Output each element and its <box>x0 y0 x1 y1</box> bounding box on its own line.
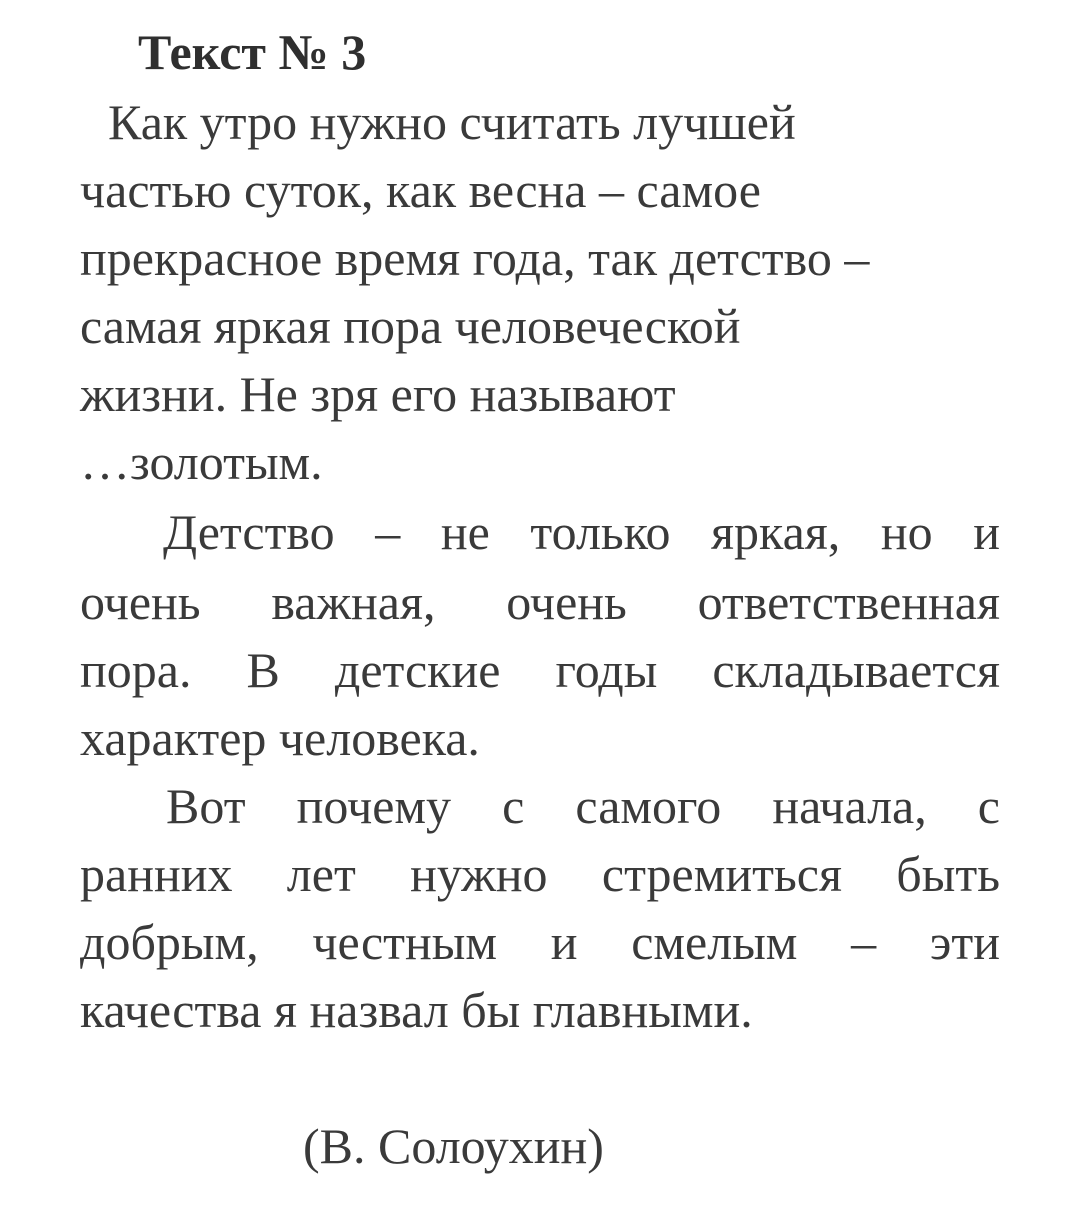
paragraph-1-line-4: самая яркая пора человеческой <box>80 298 741 354</box>
paragraph-2-line-4: характер человека. <box>80 710 480 766</box>
paragraph-1-line-6: …золотым. <box>80 434 323 490</box>
paragraph-3-line-4: качества я назвал бы главными. <box>80 982 753 1038</box>
paragraph-1-line-2: частью суток, как весна – самое <box>80 162 761 218</box>
paragraph-1-line-1: Как утро нужно считать лучшей <box>108 94 796 150</box>
paragraph-2-line-1: Детство – не только яркая, но и <box>163 504 1000 560</box>
document-title: Текст № 3 <box>138 24 367 80</box>
author-attribution: (В. Солоухин) <box>303 1118 604 1174</box>
paragraph-1-line-5: жизни. Не зря его называют <box>80 366 676 422</box>
paragraph-2-line-2: очень важная, очень ответственная <box>80 574 1000 630</box>
paragraph-3-line-2: ранних лет нужно стремиться быть <box>80 846 1000 902</box>
paragraph-1-line-3: прекрасное время года, так детство – <box>80 230 870 286</box>
paragraph-2-line-3: пора. В детские годы складывается <box>80 642 1000 698</box>
paragraph-3-line-1: Вот почему с самого начала, с <box>166 778 1000 834</box>
paragraph-3-line-3: добрым, честным и смелым – эти <box>80 914 1000 970</box>
